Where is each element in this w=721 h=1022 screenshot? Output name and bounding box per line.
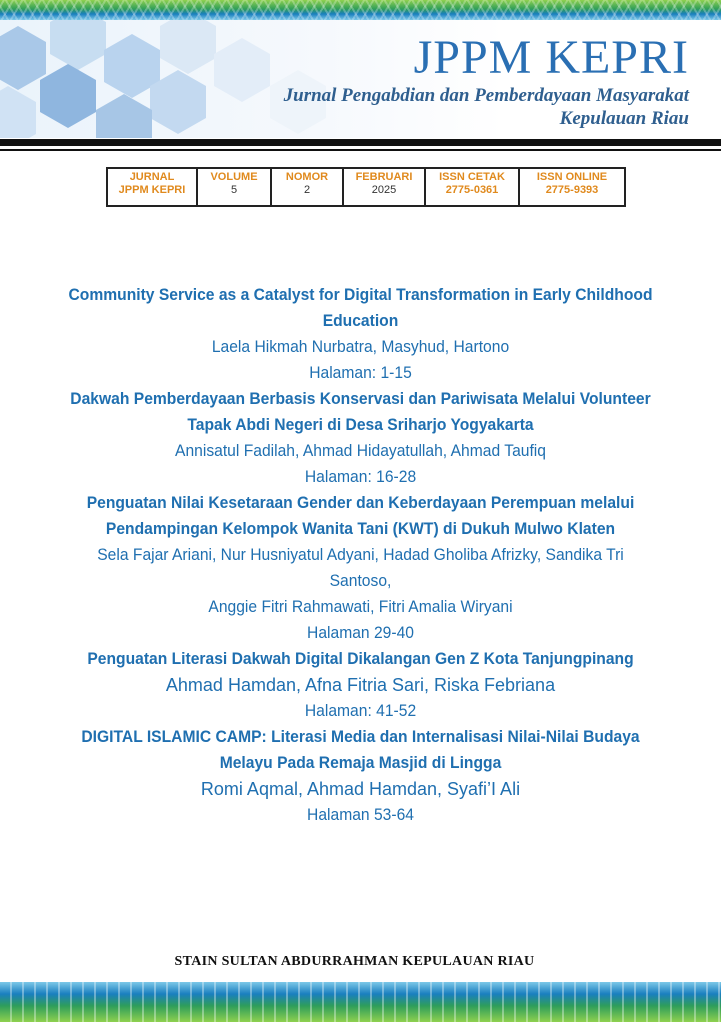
article-entry xyxy=(40,724,681,828)
issue-info-table xyxy=(106,167,626,207)
info-label: NOMOR xyxy=(285,171,329,183)
info-value: 2 xyxy=(303,184,311,196)
article-entry xyxy=(40,282,681,386)
info-cell-issn-print xyxy=(425,168,519,206)
journal-subtitle-line: Kepulauan Riau xyxy=(559,108,689,129)
article-authors: Laela Hikmah Nurbatra, Masyhud, Hartono xyxy=(211,337,510,356)
article-pages: Halaman: 41-52 xyxy=(304,701,417,720)
bottom-decorative-border xyxy=(0,982,721,1022)
info-value: 2775-9393 xyxy=(545,184,599,196)
article-entry xyxy=(40,490,681,646)
journal-subtitle-line: Jurnal Pengabdian dan Pemberdayaan Masyarakat xyxy=(283,85,689,106)
article-title[interactable]: Penguatan Literasi Dakwah Digital Dikalangan Gen Z Kota Tanjungpinang xyxy=(87,649,634,668)
info-label: JURNAL xyxy=(129,171,175,183)
info-label: ISSN CETAK xyxy=(439,171,505,183)
info-label: FEBRUARI xyxy=(355,171,413,183)
issue-info-row xyxy=(107,168,625,206)
publisher-name: STAIN SULTAN ABDURRAHMAN KEPULAUAN RIAU xyxy=(174,954,535,969)
article-title[interactable]: DIGITAL ISLAMIC CAMP: Literasi Media dan Internalisasi Nilai-Nilai Budaya xyxy=(81,727,640,746)
journal-subtitle xyxy=(284,84,689,130)
article-title[interactable]: Dakwah Pemberdayaan Berbasis Konservasi dan Pariwisata Melalui Volunteer xyxy=(70,389,651,408)
journal-title: JPPM KEPRI xyxy=(413,31,689,84)
hexagon-pattern xyxy=(96,94,152,138)
hexagon-pattern xyxy=(0,26,46,90)
article-authors: Ahmad Hamdan, Afna Fitria Sari, Riska Febriana xyxy=(165,675,556,695)
article-authors: Anggie Fitri Rahmawati, Fitri Amalia Wiryani xyxy=(208,597,513,616)
info-value: 2025 xyxy=(371,184,397,196)
info-value: 5 xyxy=(230,184,238,196)
article-authors: Romi Aqmal, Ahmad Hamdan, Syafi’I Ali xyxy=(200,779,521,799)
article-pages: Halaman: 1-15 xyxy=(309,363,412,382)
article-title[interactable]: Tapak Abdi Negeri di Desa Sriharjo Yogyakarta xyxy=(187,415,534,434)
info-cell-nomor xyxy=(271,168,343,206)
article-title[interactable]: Pendampingan Kelompok Wanita Tani (KWT) di Dukuh Mulwo Klaten xyxy=(105,519,616,538)
info-cell-volume xyxy=(197,168,271,206)
article-entry xyxy=(40,646,681,724)
article-authors: Annisatul Fadilah, Ahmad Hidayatullah, Ahmad Taufiq xyxy=(175,441,546,460)
article-pages: Halaman 53-64 xyxy=(307,805,414,824)
info-cell-journal xyxy=(107,168,197,206)
info-cell-month xyxy=(343,168,425,206)
hexagon-pattern xyxy=(160,20,216,74)
info-value: 2775-0361 xyxy=(445,184,499,196)
hexagon-pattern xyxy=(214,38,270,102)
info-cell-issn-online xyxy=(519,168,625,206)
article-title[interactable]: Penguatan Nilai Kesetaraan Gender dan Keberdayaan Perempuan melalui xyxy=(86,493,635,512)
article-title[interactable]: Education xyxy=(322,311,399,330)
hexagon-pattern xyxy=(0,86,36,138)
article-title[interactable]: Community Service as a Catalyst for Digital Transformation in Early Childhood xyxy=(68,285,653,304)
article-title[interactable]: Melayu Pada Remaja Masjid di Lingga xyxy=(219,753,502,772)
journal-header xyxy=(0,20,721,138)
table-of-contents xyxy=(40,282,681,828)
article-entry xyxy=(40,386,681,490)
info-label: VOLUME xyxy=(210,171,258,183)
article-pages: Halaman: 16-28 xyxy=(304,467,417,486)
hexagon-pattern xyxy=(40,64,96,128)
article-pages: Halaman 29-40 xyxy=(307,623,414,642)
top-decorative-border xyxy=(0,0,721,20)
info-value: JPPM KEPRI xyxy=(118,184,186,196)
header-divider-thin xyxy=(0,149,721,151)
article-authors: Sela Fajar Ariani, Nur Husniyatul Adyani, Hadad Gholiba Afrizky, Sandika Tri Santoso, xyxy=(97,545,624,590)
info-label: ISSN ONLINE xyxy=(536,171,608,183)
hexagon-pattern xyxy=(50,20,106,70)
header-divider xyxy=(0,139,721,146)
